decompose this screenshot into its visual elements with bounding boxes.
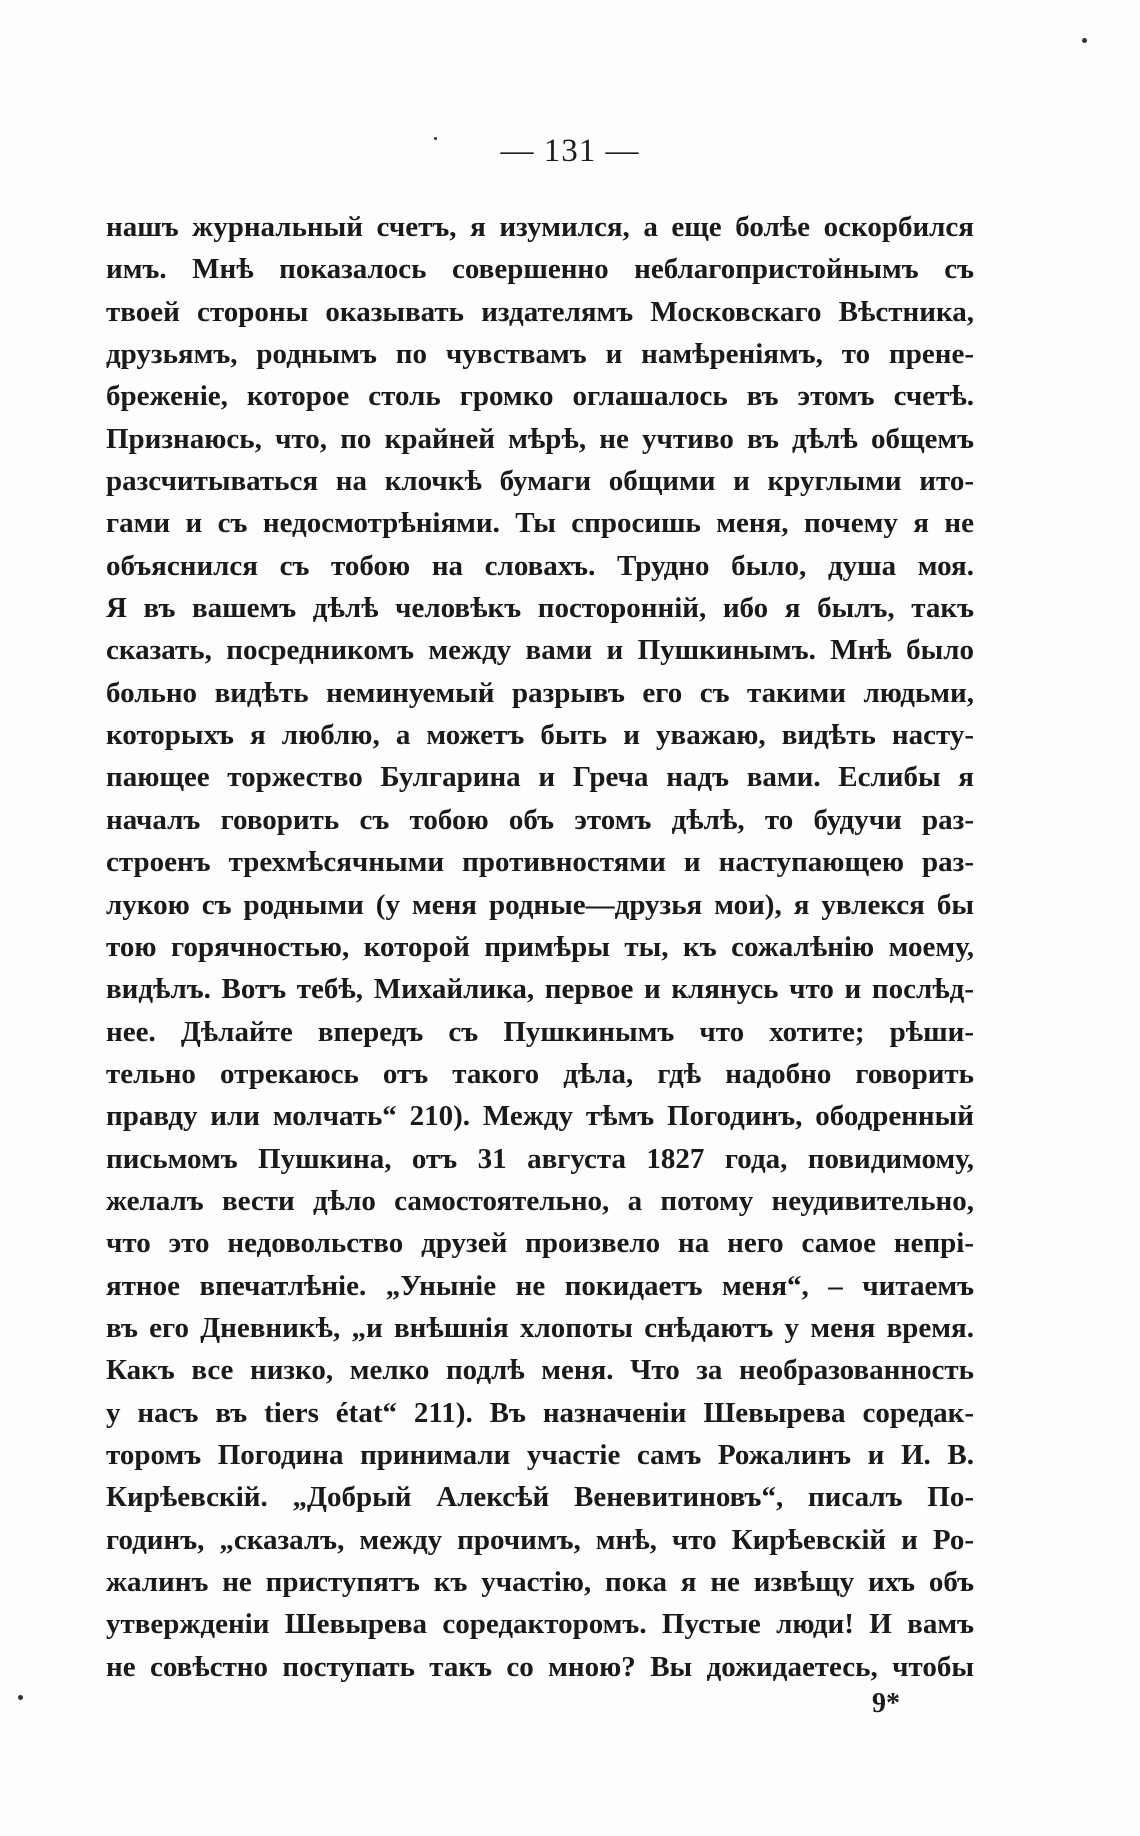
text-line: объяснился съ тобою на словахъ. Трудно было, душа моя. — [106, 549, 974, 582]
text-line: нее. Дѣлайте впередъ съ Пушкинымъ что хотите; рѣши- — [106, 1015, 974, 1048]
text-line: имъ. Мнѣ показалось совершенно неблагопристойнымъ съ — [106, 253, 974, 286]
text-line: жалинъ не приступятъ къ участію, пока я не извѣщу ихъ объ — [106, 1566, 974, 1598]
text-line: друзьямъ, роднымъ по чувствамъ и намѣреніямъ, то прене- — [106, 338, 974, 371]
text-line: Признаюсь, что, по крайней мѣрѣ, не учтиво въ дѣлѣ общемъ — [106, 422, 974, 455]
text-line: не совѣстно поступать такъ со мною? Вы дожидаетесь, чтобы — [106, 1650, 974, 1683]
text-line: строенъ трехмѣсячными противностями и наступающею раз- — [106, 846, 974, 879]
text-line: Я въ вашемъ дѣлѣ человѣкъ посторонній, ибо я былъ, такъ — [106, 592, 974, 625]
print-speck — [434, 137, 437, 140]
text-line: больно видѣть неминуемый разрывъ его съ такими людьми, — [106, 676, 974, 709]
text-line: сказать, посредникомъ между вами и Пушкинымъ. Мнѣ было — [106, 634, 974, 667]
text-line: началъ говорить съ тобою объ этомъ дѣлѣ, то будучи раз- — [106, 803, 974, 836]
text-line: Какъ все низко, мелко подлѣ меня. Что за необразованность — [106, 1354, 974, 1387]
text-line: утвержденіи Шевырева соредакторомъ. Пустые люди! И вамъ — [106, 1608, 974, 1641]
text-line: лукою съ родными (у меня родные—друзья мои), я увлекся бы — [106, 888, 974, 921]
print-speck — [1082, 38, 1087, 43]
text-line: нашъ журнальный счетъ, я изумился, а еще болѣе оскорбился — [106, 211, 974, 243]
text-line: видѣлъ. Вотъ тебѣ, Михайлика, первое и клянусь что и послѣд- — [106, 973, 974, 1006]
text-line: тою горячностью, которой примѣры ты, къ сожалѣнію моему, — [106, 930, 974, 963]
text-line: пающее торжество Булгарина и Греча надъ вами. Еслибы я — [106, 761, 974, 794]
text-line: годинъ, „сказалъ, между прочимъ, мнѣ, что Кирѣевскій и Ро- — [106, 1523, 974, 1556]
text-line: ятное впечатлѣніе. „Уныніе не покидаетъ меня“, – читаемъ — [106, 1269, 974, 1302]
text-line: твоей стороны оказывать издателямъ Московскаго Вѣстника, — [106, 295, 974, 328]
text-line: письмомъ Пушкина, отъ 31 августа 1827 года, повидимому, — [106, 1142, 974, 1175]
text-line: гами и съ недосмотрѣніями. Ты спросишь меня, почему я не — [106, 507, 974, 540]
print-speck — [18, 1695, 23, 1700]
text-line: желалъ вести дѣло самостоятельно, а потому неудивительно, — [106, 1184, 974, 1217]
text-line: у насъ въ tiers état“ 211). Въ назначеніи Шевырева соредак- — [106, 1396, 974, 1429]
text-line: въ его Дневникѣ, „и внѣшнія хлопоты снѣдаютъ у меня время. — [106, 1311, 974, 1344]
page-number: — 131 — — [500, 133, 640, 169]
text-line: тельно отрекаюсь отъ такого дѣла, гдѣ надобно говорить — [106, 1057, 974, 1090]
text-line: правду или молчать“ 210). Между тѣмъ Погодинъ, ободренный — [106, 1100, 974, 1133]
text-line: Кирѣевскій. „Добрый Алексѣй Веневитиновъ“, писалъ По- — [106, 1481, 974, 1514]
text-line: что это недовольство друзей произвело на него самое непрі- — [106, 1227, 974, 1260]
text-line: разсчитываться на клочкѣ бумаги общими и круглыми ито- — [106, 465, 974, 498]
text-line: бреженіе, которое столь громко оглашалось въ этомъ счетѣ. — [106, 380, 974, 413]
body-text — [106, 206, 974, 1688]
text-line: торомъ Погодина принимали участіе самъ Рожалинъ и И. В. — [106, 1438, 974, 1471]
signature-mark: 9* — [872, 1688, 900, 1719]
text-line: которыхъ я люблю, а можетъ быть и уважаю, видѣть насту- — [106, 719, 974, 752]
